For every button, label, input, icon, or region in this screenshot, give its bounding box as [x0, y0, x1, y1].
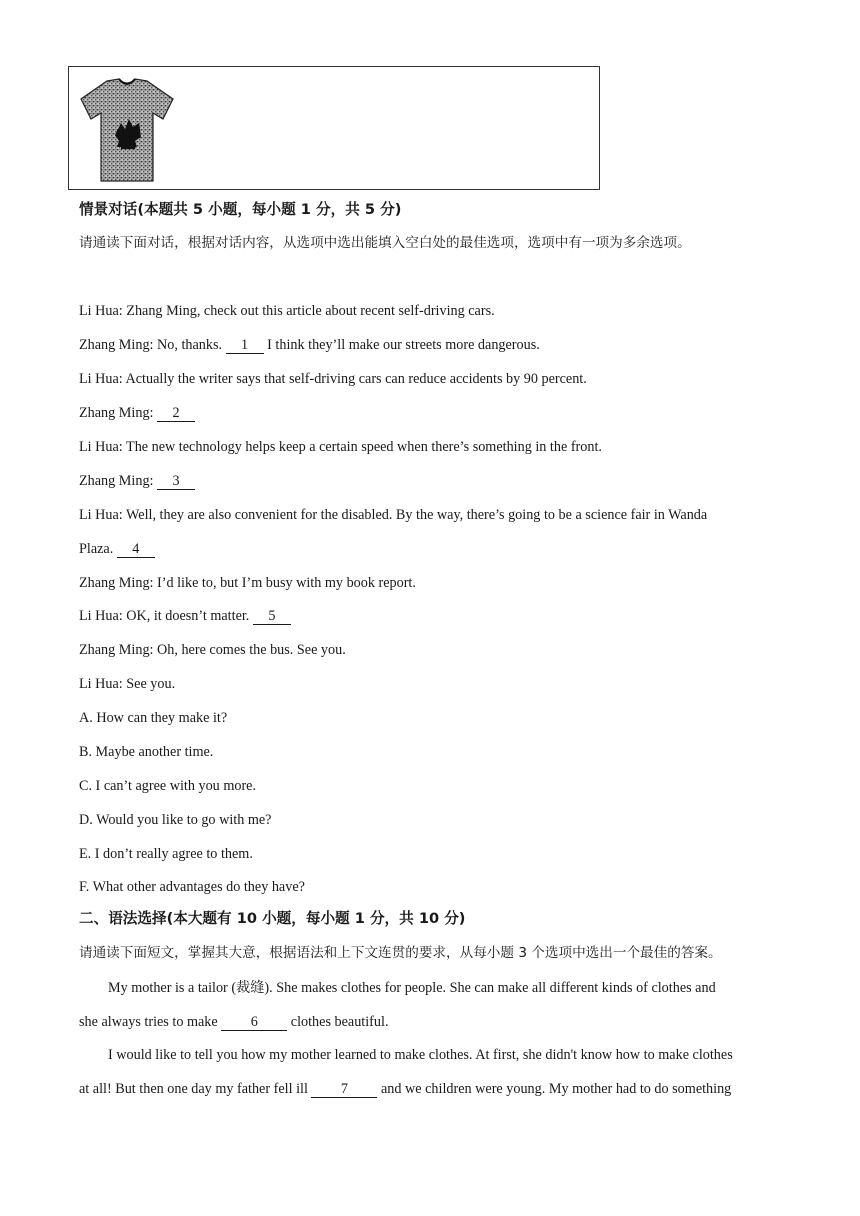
- passage-text: clothes beautiful.: [287, 1014, 389, 1030]
- dialogue-line: Li Hua: Zhang Ming, check out this article about recent self-driving cars.: [79, 303, 495, 319]
- section1-heading: 情景对话(本题共 5 小题，每小题 1 分，共 5 分): [79, 201, 402, 218]
- dialogue-line: Zhang Ming: Oh, here comes the bus. See you.: [79, 642, 346, 658]
- option-d: D. Would you like to go with me?: [79, 812, 272, 828]
- option-b: B. Maybe another time.: [79, 744, 214, 760]
- dialogue-text: Li Hua: OK, it doesn’t matter.: [79, 608, 253, 624]
- dialogue-text: Plaza.: [79, 541, 117, 557]
- dialogue-line: Li Hua: Well, they are also convenient for the disabled. By the way, there’s going to be a science fair in Wanda: [79, 507, 708, 523]
- section2-instructions: 请通读下面短文，掌握其大意，根据语法和上下文连贯的要求，从每小题 3 个选项中选出一个最佳的答案。: [79, 945, 722, 961]
- passage-line: My mother is a tailor (裁缝). She makes clothes for people. She can make all different kinds of clothes and: [108, 980, 716, 996]
- answer-blank-3[interactable]: 3: [157, 474, 195, 490]
- picture-box: [68, 66, 600, 190]
- option-f: F. What other advantages do they have?: [79, 879, 305, 895]
- answer-blank-7[interactable]: 7: [311, 1082, 377, 1098]
- dialogue-line: Li Hua: Actually the writer says that self-driving cars can reduce accidents by 90 percent.: [79, 371, 587, 387]
- passage-line: [79, 1080, 731, 1098]
- dialogue-line: [79, 336, 540, 354]
- section1-instructions: 请通读下面对话，根据对话内容，从选项中选出能填入空白处的最佳选项，选项中有一项为多余选项。: [79, 235, 691, 251]
- dialogue-text: I think they’ll make our streets more dangerous.: [263, 337, 540, 353]
- dialogue-line: Li Hua: The new technology helps keep a certain speed when there’s something in the front.: [79, 439, 602, 455]
- dialogue-line: Li Hua: See you.: [79, 676, 176, 692]
- answer-blank-4[interactable]: 4: [117, 542, 155, 558]
- answer-blank-5[interactable]: 5: [253, 609, 291, 625]
- option-a: A. How can they make it?: [79, 710, 228, 726]
- answer-blank-6[interactable]: 6: [221, 1015, 287, 1031]
- dialogue-line: [79, 540, 155, 558]
- section2-heading: 二、语法选择(本大题有 10 小题，每小题 1 分，共 10 分): [79, 910, 466, 927]
- answer-blank-1[interactable]: 1: [226, 338, 264, 354]
- dialogue-line: [79, 607, 291, 625]
- passage-line: I would like to tell you how my mother learned to make clothes. At first, she didn't know how to make clothes: [108, 1047, 733, 1063]
- dialogue-line: [79, 404, 195, 422]
- dialogue-text: Zhang Ming:: [79, 405, 158, 421]
- passage-text: she always tries to make: [79, 1014, 222, 1030]
- dialogue-line: Zhang Ming: I’d like to, but I’m busy with my book report.: [79, 575, 416, 591]
- t-shirt-image: [77, 77, 177, 183]
- option-c: C. I can’t agree with you more.: [79, 778, 257, 794]
- passage-text: at all! But then one day my father fell ill: [79, 1081, 312, 1097]
- answer-blank-2[interactable]: 2: [157, 406, 195, 422]
- passage-text: and we children were young. My mother had to do something: [377, 1081, 732, 1097]
- passage-line: [79, 1013, 389, 1031]
- option-e: E. I don’t really agree to them.: [79, 846, 253, 862]
- dialogue-text: Zhang Ming: No, thanks.: [79, 337, 226, 353]
- dialogue-line: [79, 472, 195, 490]
- dialogue-text: Zhang Ming:: [79, 473, 158, 489]
